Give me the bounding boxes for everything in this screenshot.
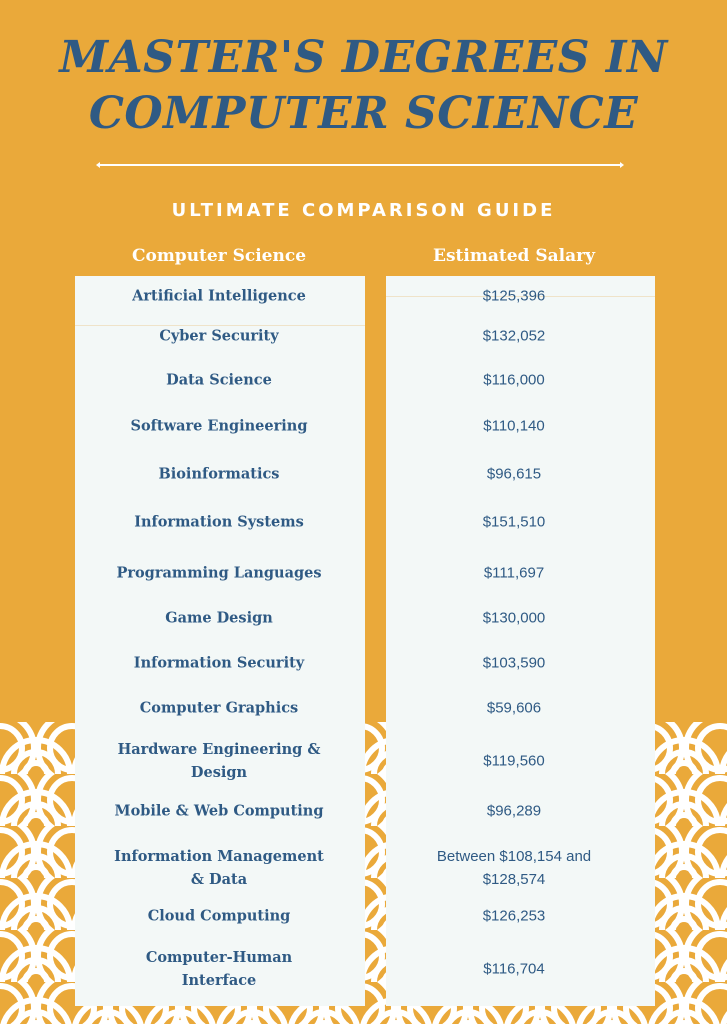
salary-cell: $126,253 (482, 907, 546, 925)
degree-name-cell: Hardware Engineering & Design (117, 741, 321, 781)
degree-name-cell: Software Engineering (130, 417, 308, 435)
salary-cell: $59,606 (486, 699, 542, 717)
salary-cell: $116,704 (483, 960, 545, 978)
salary-cell: $151,510 (482, 513, 546, 531)
page-title (0, 30, 727, 142)
title-line-2: COMPUTER SCIENCE (88, 88, 639, 139)
degree-name-cell: Game Design (165, 609, 273, 627)
salary-cell: Between $108,154 and $128,574 (436, 848, 592, 888)
column-header-estimated-salary: Estimated Salary (433, 246, 595, 266)
title-divider (100, 164, 620, 166)
column-header-computer-science: Computer Science (131, 246, 307, 266)
salary-cell: $130,000 (482, 609, 546, 627)
degree-name-cell: Computer-Human Interface (145, 949, 293, 989)
degree-name-cell: Cyber Security (159, 327, 279, 345)
salary-cell: $119,560 (483, 752, 545, 770)
salary-cell: $116,000 (483, 371, 545, 389)
salary-cell: $103,590 (482, 654, 546, 672)
salary-cell: $125,396 (482, 287, 546, 305)
degree-name-cell: Bioinformatics (158, 465, 280, 483)
degree-name-cell: Cloud Computing (147, 907, 291, 925)
subtitle: ULTIMATE COMPARISON GUIDE (171, 200, 556, 221)
salary-cell: $96,615 (486, 465, 542, 483)
salary-cell: $132,052 (482, 327, 546, 345)
degree-name-cell: Artificial Intelligence (132, 287, 306, 305)
degree-name-cell: Information Security (133, 654, 305, 672)
degree-name-cell: Computer Graphics (139, 699, 299, 717)
salary-cell: $96,289 (486, 802, 542, 820)
degree-name-cell: Information Management & Data (114, 848, 324, 888)
salary-cell: $110,140 (483, 417, 545, 435)
title-line-1: MASTER'S DEGREES IN (59, 32, 668, 83)
degree-name-cell: Programming Languages (116, 564, 322, 582)
degree-name-cell: Data Science (166, 371, 272, 389)
degree-name-cell: Information Systems (134, 513, 304, 531)
degree-name-cell: Mobile & Web Computing (114, 802, 324, 820)
salary-cell: $111,697 (483, 564, 545, 582)
